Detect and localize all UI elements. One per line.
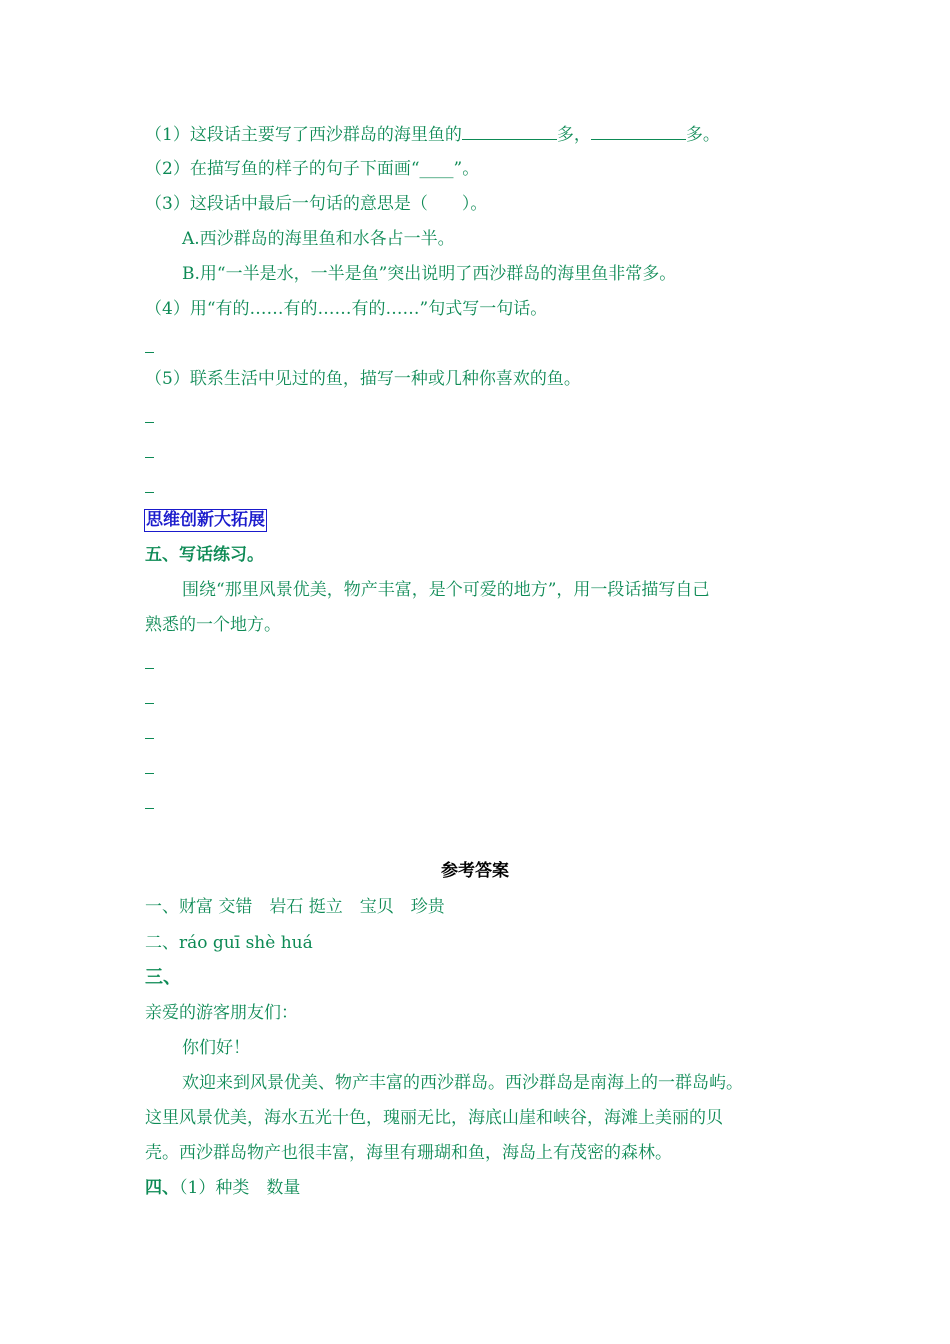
question-3: （3）这段话中最后一句话的意思是（ ）。 [145,194,488,214]
q1-end: 多。 [685,125,720,145]
answer-blank-1[interactable] [462,123,557,140]
answer-blank-2[interactable] [591,123,686,140]
section-5-prompt-line-2: 熟悉的一个地方。 [145,615,281,635]
q1-mid: 多， [556,125,591,145]
question-3-option-b: B.用“一半是水，一半是鱼”突出说明了西沙群岛的海里鱼非常多。 [182,264,677,284]
answer-line[interactable] [145,422,154,423]
question-4: （4）用“有的……有的……有的……”句式写一句话。 [145,299,548,319]
answer-line[interactable] [145,808,154,809]
q1-prefix: （1）这段话主要写了西沙群岛的海里鱼的 [145,125,462,145]
answer-4 [145,1177,300,1199]
answer-line[interactable] [145,352,154,353]
answer-4-heading: 四、 [145,1178,179,1198]
answer-3-heading: 三、 [145,967,181,988]
answer-line[interactable] [145,492,154,493]
answer-3-paragraph-line-3: 壳。西沙群岛物产也很丰富，海里有珊瑚和鱼，海岛上有茂密的森林。 [145,1143,672,1163]
question-1 [145,123,720,146]
answer-3-greeting: 亲爱的游客朋友们： [145,1003,298,1023]
answer-line[interactable] [145,773,154,774]
answer-1: 一、财富 交错 岩石 挺立 宝贝 珍贵 [145,897,445,917]
answer-3-hello: 你们好！ [182,1038,250,1058]
answer-line[interactable] [145,668,154,669]
question-3-option-a: A.西沙群岛的海里鱼和水各占一半。 [182,229,455,249]
question-2: （2）在描写鱼的样子的句子下面画“____”。 [145,159,480,179]
section-5-prompt-line-1: 围绕“那里风景优美，物产丰富，是个可爱的地方”，用一段话描写自己 [182,580,710,600]
answers-title: 参考答案 [441,861,509,881]
section-5-heading: 五、写话练习。 [145,545,264,565]
answer-line[interactable] [145,738,154,739]
section-label: 思维创新大拓展 [146,510,265,530]
answer-line[interactable] [145,457,154,458]
question-5: （5）联系生活中见过的鱼，描写一种或几种你喜欢的鱼。 [145,369,581,389]
answer-3-paragraph-line-2: 这里风景优美，海水五光十色，瑰丽无比，海底山崖和峡谷，海滩上美丽的贝 [145,1108,723,1128]
answer-4-body: （1）种类 数量 [179,1178,301,1198]
answer-3-paragraph-line-1: 欢迎来到风景优美、物产丰富的西沙群岛。西沙群岛是南海上的一群岛屿。 [182,1073,743,1093]
answer-line[interactable] [145,703,154,704]
answer-2: 二、ráo guī shè huá [145,933,313,953]
